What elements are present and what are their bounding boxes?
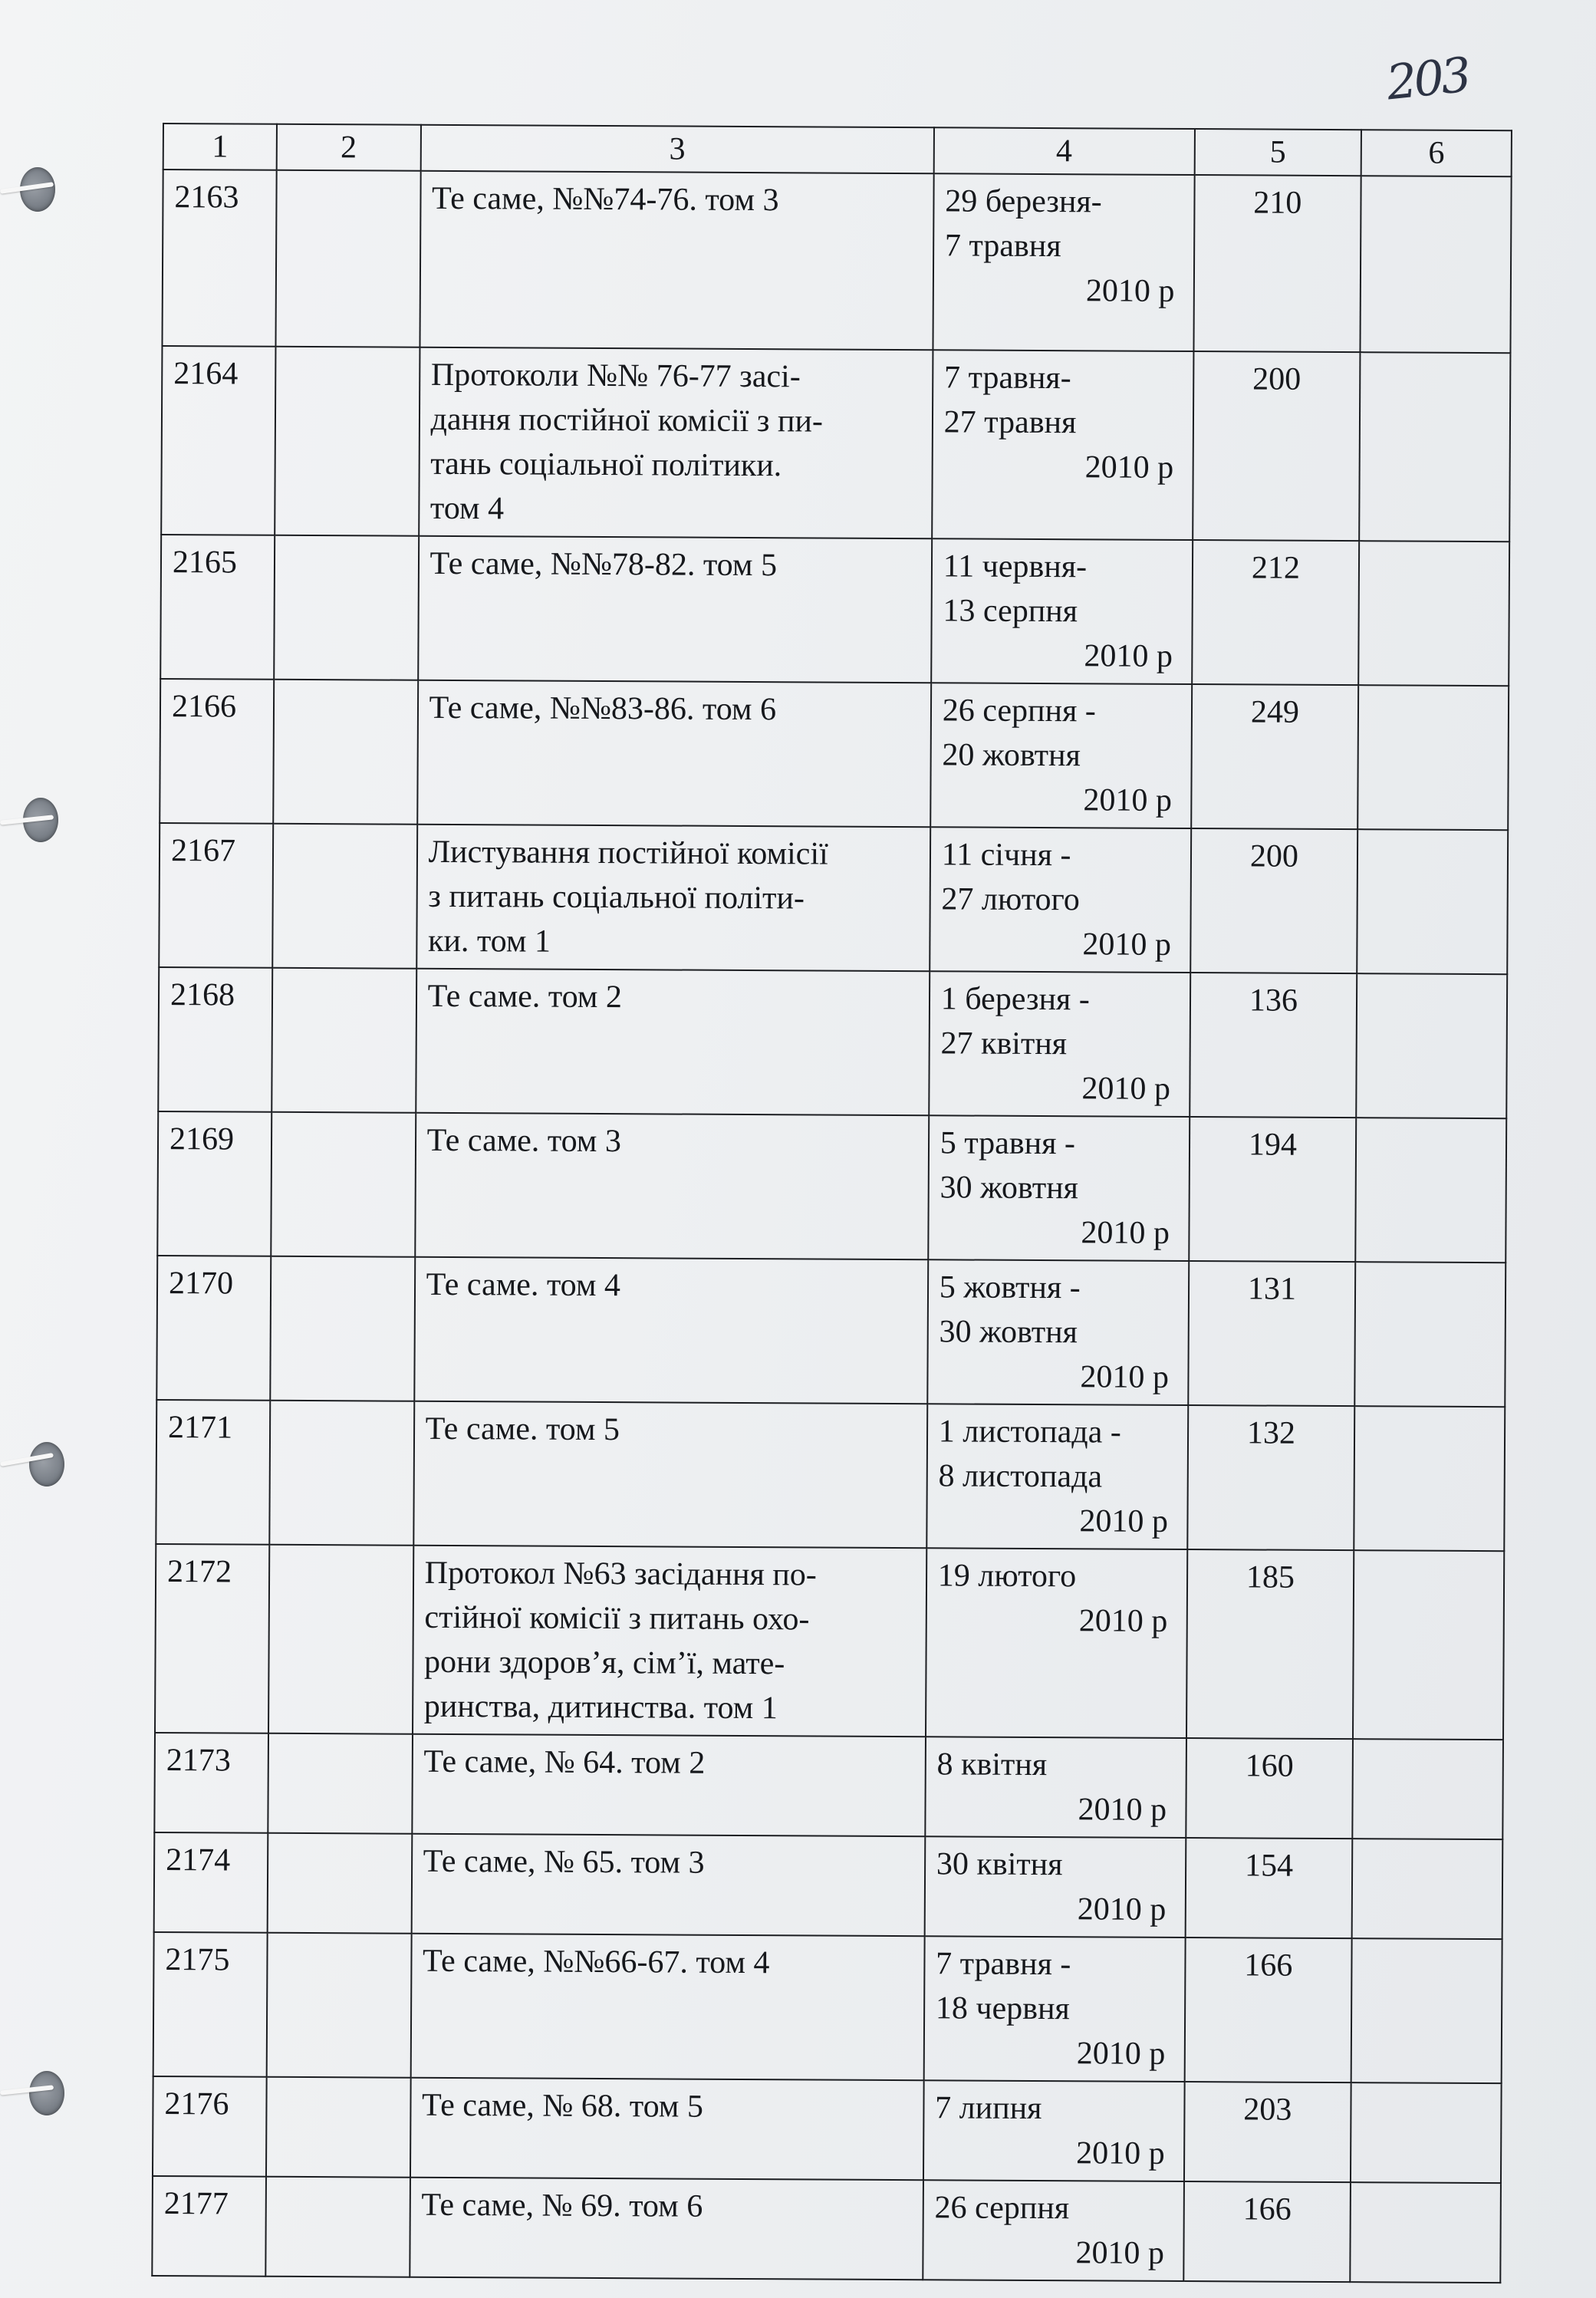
column-2-cell bbox=[270, 1256, 415, 1401]
date-line: 7 липня bbox=[935, 2090, 1042, 2127]
page-count: 166 bbox=[1183, 2181, 1351, 2282]
page-count: 203 bbox=[1183, 2082, 1351, 2182]
column-6-cell bbox=[1359, 352, 1510, 542]
column-header: 5 bbox=[1194, 129, 1361, 176]
table-row bbox=[160, 535, 1509, 686]
date-year: 2010 р bbox=[1075, 2235, 1165, 2271]
item-dates bbox=[931, 538, 1193, 684]
item-title bbox=[413, 1546, 926, 1737]
table-row bbox=[156, 1400, 1505, 1551]
item-title bbox=[412, 1734, 926, 1837]
column-header: 6 bbox=[1361, 130, 1512, 176]
date-line: 30 квітня bbox=[936, 1846, 1063, 1883]
column-2-cell bbox=[275, 347, 420, 536]
date-line: 18 червня bbox=[935, 1990, 1070, 2027]
date-year: 2010 р bbox=[1078, 1603, 1168, 1639]
title-line: Те саме, № 68. том 5 bbox=[421, 2087, 704, 2125]
title-line: Те саме, №№74-76. том 3 bbox=[431, 180, 779, 219]
date-line: 11 червня- bbox=[943, 548, 1088, 585]
column-2-cell bbox=[273, 680, 418, 825]
title-line: Те саме, №№83-86. том 6 bbox=[429, 690, 777, 728]
item-dates bbox=[930, 683, 1192, 828]
title-line: Те саме, № 64. том 2 bbox=[423, 1743, 706, 1781]
column-header: 1 bbox=[163, 123, 277, 170]
page-count: 166 bbox=[1184, 1937, 1352, 2082]
column-6-cell bbox=[1353, 1739, 1503, 1839]
column-header: 4 bbox=[933, 127, 1194, 175]
item-number: 2165 bbox=[160, 535, 275, 680]
column-6-cell bbox=[1357, 829, 1508, 974]
column-6-cell bbox=[1357, 973, 1508, 1118]
item-dates bbox=[930, 827, 1191, 973]
item-number: 2168 bbox=[158, 967, 272, 1112]
item-dates bbox=[926, 1404, 1188, 1549]
page-count: 200 bbox=[1190, 828, 1358, 973]
date-line: 30 жовтня bbox=[939, 1314, 1078, 1351]
date-line: 5 жовтня - bbox=[939, 1269, 1081, 1306]
item-number: 2176 bbox=[153, 2076, 267, 2177]
title-line: ки. том 1 bbox=[427, 923, 551, 960]
column-header: 2 bbox=[277, 124, 421, 171]
page-count: 154 bbox=[1185, 1838, 1352, 1938]
table-row bbox=[152, 2176, 1501, 2283]
column-6-cell bbox=[1352, 1839, 1502, 1939]
item-dates bbox=[929, 971, 1190, 1117]
date-year: 2010 р bbox=[1081, 1215, 1170, 1251]
date-line: 13 серпня bbox=[943, 593, 1078, 630]
date-line: 7 травня bbox=[944, 228, 1061, 265]
date-line: 7 травня - bbox=[936, 1946, 1071, 1983]
table-header-row bbox=[163, 123, 1512, 176]
item-number: 2166 bbox=[160, 679, 274, 824]
column-header: 3 bbox=[420, 125, 933, 174]
title-line: ринства, дитинства. том 1 bbox=[423, 1688, 778, 1727]
page-count: 160 bbox=[1186, 1738, 1353, 1839]
column-6-cell bbox=[1361, 176, 1512, 353]
date-line: 29 березня- bbox=[945, 183, 1102, 220]
item-title bbox=[410, 2078, 924, 2181]
column-2-cell bbox=[274, 535, 419, 680]
date-line: 8 листопада bbox=[938, 1458, 1103, 1495]
table-row bbox=[155, 1544, 1504, 1740]
item-number: 2175 bbox=[153, 1932, 268, 2077]
column-6-cell bbox=[1357, 685, 1509, 830]
title-line: дання постійної комісії з пи- bbox=[430, 401, 824, 440]
item-dates bbox=[926, 1548, 1187, 1738]
item-title bbox=[418, 536, 932, 683]
item-title bbox=[420, 171, 933, 351]
date-line: 7 травня- bbox=[943, 360, 1071, 397]
item-dates bbox=[924, 1836, 1185, 1937]
table-row bbox=[159, 823, 1508, 974]
punch-hole bbox=[29, 2071, 64, 2115]
date-line: 1 березня - bbox=[940, 981, 1090, 1018]
title-line: Протокол №63 засідання по- bbox=[424, 1555, 817, 1593]
column-6-cell bbox=[1353, 1550, 1504, 1740]
column-2-cell bbox=[268, 1833, 412, 1934]
date-year: 2010 р bbox=[1084, 638, 1173, 674]
page-count: 185 bbox=[1186, 1549, 1354, 1739]
date-year: 2010 р bbox=[1083, 782, 1173, 818]
date-line: 20 жовтня bbox=[942, 737, 1081, 774]
item-dates bbox=[923, 2180, 1183, 2281]
title-line: Те саме. том 3 bbox=[426, 1122, 622, 1160]
table-body bbox=[152, 170, 1511, 2283]
date-line: 5 травня - bbox=[940, 1125, 1076, 1162]
item-number: 2170 bbox=[156, 1256, 271, 1401]
date-year: 2010 р bbox=[1076, 2135, 1165, 2171]
page-count: 210 bbox=[1193, 175, 1361, 352]
date-year: 2010 р bbox=[1081, 1071, 1171, 1107]
column-2-cell bbox=[272, 824, 417, 969]
item-number: 2171 bbox=[156, 1400, 270, 1545]
item-dates bbox=[925, 1737, 1186, 1838]
table-row bbox=[154, 1832, 1503, 1939]
title-line: з питань соціальної політи- bbox=[428, 878, 805, 917]
archive-register-table bbox=[151, 123, 1512, 2283]
table-row bbox=[154, 1733, 1503, 1839]
punch-hole bbox=[29, 1442, 64, 1486]
item-title bbox=[411, 1834, 925, 1937]
page-count: 212 bbox=[1192, 540, 1360, 685]
table-row bbox=[153, 1932, 1502, 2083]
column-2-cell bbox=[271, 968, 416, 1113]
column-6-cell bbox=[1351, 2182, 1501, 2283]
title-line: Листування постійної комісії bbox=[428, 834, 828, 872]
date-line: 1 листопада - bbox=[938, 1414, 1121, 1450]
date-line: 27 травня bbox=[943, 404, 1077, 441]
item-title bbox=[410, 1934, 924, 2081]
item-dates bbox=[933, 173, 1194, 351]
page-count: 194 bbox=[1189, 1117, 1357, 1262]
item-number: 2167 bbox=[159, 823, 273, 968]
date-year: 2010 р bbox=[1082, 927, 1172, 963]
date-line: 26 серпня bbox=[934, 2190, 1070, 2227]
column-6-cell bbox=[1358, 541, 1509, 686]
date-year: 2010 р bbox=[1085, 273, 1175, 309]
item-title bbox=[419, 347, 933, 539]
date-line: 30 жовтня bbox=[940, 1170, 1079, 1207]
page-count: 131 bbox=[1188, 1261, 1356, 1406]
date-year: 2010 р bbox=[1077, 1891, 1167, 1928]
item-number: 2163 bbox=[162, 170, 276, 347]
page-count: 132 bbox=[1187, 1405, 1355, 1550]
table-row bbox=[153, 2076, 1502, 2183]
column-2-cell bbox=[269, 1401, 414, 1546]
column-2-cell bbox=[268, 1733, 412, 1834]
table-row bbox=[162, 170, 1511, 353]
item-dates bbox=[923, 1936, 1185, 2082]
table-row bbox=[160, 679, 1509, 830]
item-title bbox=[415, 1113, 929, 1260]
item-number: 2164 bbox=[161, 346, 275, 535]
item-title bbox=[416, 969, 930, 1116]
title-line: стійної комісії з питань охо- bbox=[424, 1599, 810, 1638]
item-dates bbox=[927, 1259, 1189, 1405]
date-year: 2010 р bbox=[1084, 449, 1174, 486]
date-line: 8 квітня bbox=[936, 1747, 1048, 1783]
date-line: 19 лютого bbox=[937, 1558, 1077, 1595]
title-line: Те саме. том 5 bbox=[425, 1411, 620, 1448]
column-2-cell bbox=[267, 1933, 412, 2078]
item-title bbox=[413, 1401, 927, 1549]
title-line: рони здоров’я, сім’ї, мате- bbox=[423, 1644, 785, 1682]
item-title bbox=[414, 1257, 928, 1404]
column-6-cell bbox=[1351, 1938, 1502, 2083]
column-2-cell bbox=[266, 2077, 410, 2178]
date-line: 27 квітня bbox=[940, 1026, 1068, 1062]
date-line: 26 серпня - bbox=[942, 693, 1096, 729]
column-2-cell bbox=[271, 1112, 416, 1257]
date-line: 11 січня - bbox=[941, 837, 1071, 874]
title-line: Те саме. том 2 bbox=[427, 978, 623, 1016]
date-line: 27 лютого bbox=[941, 881, 1080, 918]
table-row bbox=[156, 1256, 1506, 1407]
date-year: 2010 р bbox=[1079, 1503, 1169, 1539]
page-count: 136 bbox=[1190, 973, 1357, 1118]
column-2-cell bbox=[268, 1545, 413, 1734]
item-dates bbox=[928, 1115, 1190, 1261]
table-row bbox=[157, 1111, 1506, 1263]
item-number: 2173 bbox=[154, 1733, 268, 1833]
title-line: Те саме, №№66-67. том 4 bbox=[422, 1943, 770, 1981]
item-title bbox=[416, 825, 930, 972]
column-6-cell bbox=[1354, 1406, 1506, 1551]
title-line: тань соціальної політики. bbox=[430, 446, 782, 484]
page-count: 200 bbox=[1193, 351, 1361, 541]
column-6-cell bbox=[1356, 1118, 1507, 1263]
item-dates bbox=[932, 350, 1193, 540]
column-6-cell bbox=[1351, 2082, 1501, 2183]
title-line: Протоколи №№ 76-77 засі- bbox=[430, 357, 801, 395]
item-number: 2174 bbox=[154, 1832, 268, 1933]
title-line: том 4 bbox=[429, 490, 505, 527]
page-count: 249 bbox=[1191, 684, 1359, 829]
item-number: 2177 bbox=[152, 2176, 266, 2277]
title-line: Те саме, № 69. том 6 bbox=[421, 2187, 703, 2224]
item-title bbox=[417, 680, 931, 828]
item-title bbox=[410, 2178, 923, 2280]
item-number: 2172 bbox=[155, 1544, 269, 1733]
item-number: 2169 bbox=[157, 1111, 271, 1256]
date-year: 2010 р bbox=[1080, 1359, 1170, 1395]
date-year: 2010 р bbox=[1078, 1792, 1167, 1828]
title-line: Те саме. том 4 bbox=[426, 1266, 621, 1304]
table-row bbox=[158, 967, 1507, 1118]
column-6-cell bbox=[1355, 1262, 1506, 1407]
date-year: 2010 р bbox=[1076, 2036, 1166, 2072]
column-2-cell bbox=[275, 170, 420, 347]
handwritten-page-number: 203 bbox=[1384, 46, 1471, 111]
column-2-cell bbox=[265, 2177, 410, 2277]
table-row bbox=[161, 346, 1510, 542]
title-line: Те саме, № 65. том 3 bbox=[423, 1843, 705, 1881]
item-dates bbox=[923, 2080, 1184, 2181]
title-line: Те саме, №№78-82. том 5 bbox=[429, 545, 778, 584]
